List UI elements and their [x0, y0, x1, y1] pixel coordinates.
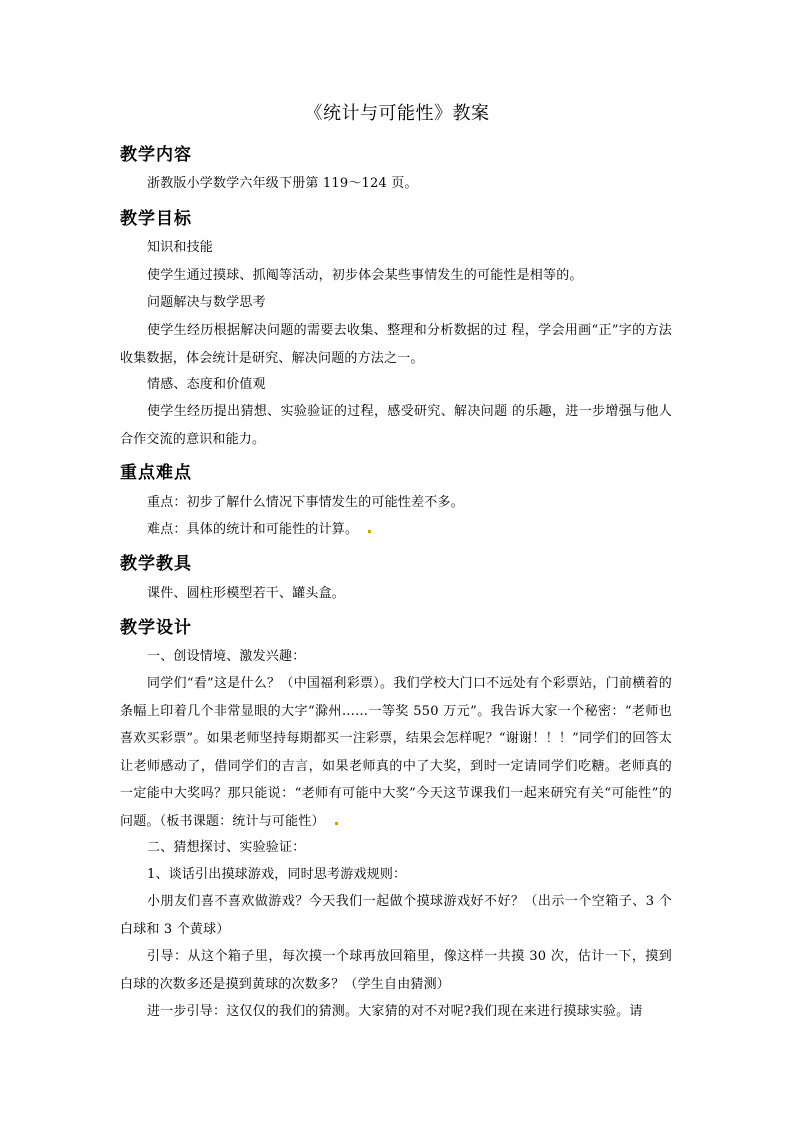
- paragraph: 使学生经历根据解决问题的需要去收集、整理和分析数据的过 程，学会用画“正”字的方法收集数据，体会统计是研究、解决问题的方法之一。: [120, 323, 672, 366]
- paragraph: 二、猜想探讨、实验验证：: [147, 840, 306, 855]
- paragraph-with-mark: [120, 670, 672, 835]
- paragraph: 一、创设情境、激发兴趣：: [147, 649, 306, 664]
- paragraph: 课件、圆柱形模型若干、罐头盒。: [147, 586, 346, 601]
- heading-teaching-content: 教学内容: [120, 145, 192, 165]
- subheading-problem-solving: 问题解决与数学思考: [147, 295, 266, 310]
- document-title: 《统计与可能性》教案: [304, 103, 490, 124]
- paragraph: 浙教版小学数学六年级下册第 119～124 页。: [147, 176, 418, 191]
- heading-teaching-aids: 教学教具: [120, 554, 192, 574]
- paragraph-with-mark: [120, 516, 672, 544]
- paragraph: 进一步引导：这仅仅的我们的猜测。大家猜的对不对呢?我们现在来进行摸球实验。请: [147, 1004, 643, 1019]
- heading-teaching-goals: 教学目标: [120, 209, 192, 229]
- paragraph: 引导：从这个箱子里，每次摸一个球再放回箱里，像这样一共摸 30 次，估计一下，摸到白球的次数多还是摸到黄球的次数多？（学生自由猜测）: [120, 949, 672, 992]
- paragraph: 使学生经历提出猜想、实验验证的过程，感受研究、解决问题 的乐趣，进一步增强与他人合作交流的意识和能力。: [120, 404, 672, 447]
- paragraph: 1、谈话引出摸球游戏，同时思考游戏规则：: [147, 867, 407, 882]
- heading-key-difficult-points: 重点难点: [120, 463, 192, 483]
- heading-teaching-design: 教学设计: [120, 618, 192, 638]
- paragraph: 使学生通过摸球、抓阄等活动，初步体会某些事情发生的可能性是相等的。: [147, 268, 583, 283]
- subheading-attitude-values: 情感、态度和价值观: [147, 377, 266, 392]
- paragraph-text: 难点：具体的统计和可能性的计算。: [147, 522, 359, 537]
- paragraph: 重点：初步了解什么情况下事情发生的可能性差不多。: [147, 495, 464, 510]
- decorative-dot: [368, 530, 371, 533]
- decorative-dot: [335, 822, 338, 825]
- subheading-knowledge-skills: 知识和技能: [147, 240, 214, 255]
- paragraph: 小朋友们喜不喜欢做游戏？今天我们一起做个摸球游戏好不好？（出示一个空箱子、3 个白球和 3 个黄球）: [120, 894, 672, 937]
- paragraph-text: 同学们“看”这是什么？（中国福利彩票）。我们学校大门口不远处有个彩票站，门前横着的条幅上印着几个非常显眼的大字“滁州……一等奖 550 万元”。我告诉大家一个秘密：“老师也喜欢买彩票”。如果老师坚持每期都买一注彩票，结果会怎样呢？“谢谢！！！”同学们的回答太让老师感动了，借同学们的吉言，如果老师真的中了大奖，到时一定请同学们吃糖。老师真的一定能中大奖吗？那只能说：“老师有可能中大奖”今天这节课我们一起来研究有关“可能性”的问题。（板书课题：统计与可能性）: [120, 676, 672, 829]
